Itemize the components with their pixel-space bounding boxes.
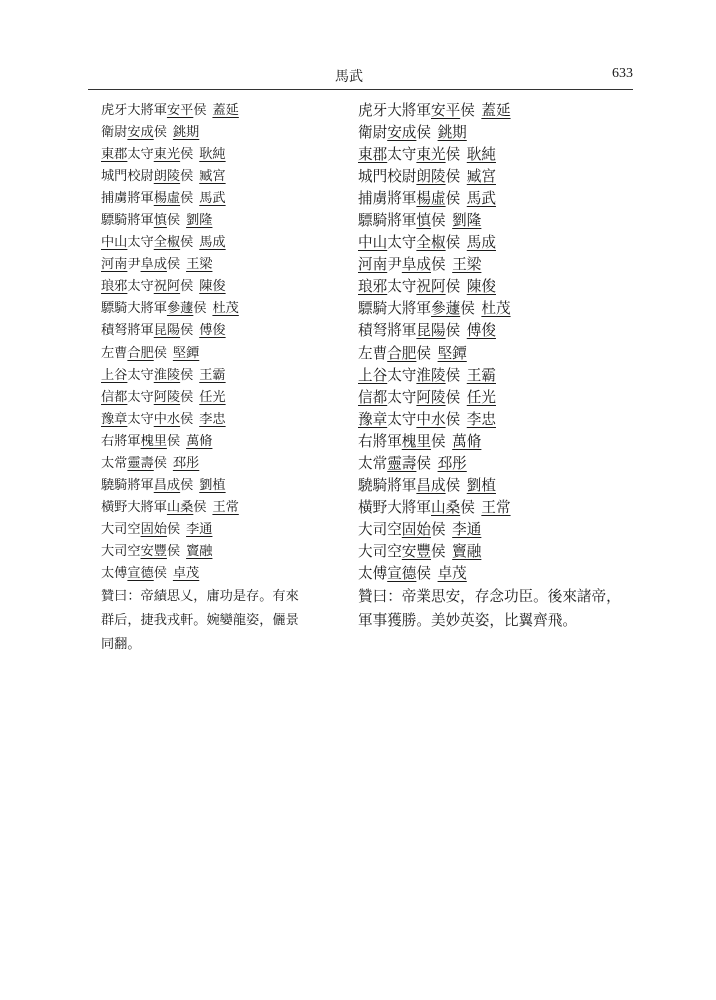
entry-name-underlined: 琅邪 (358, 278, 388, 296)
entry-name-underlined: 萬脩 (186, 433, 213, 449)
entry-text: 侯 (431, 542, 446, 560)
entry-name-underlined: 任光 (466, 388, 496, 406)
entry-text: 侯 (166, 257, 181, 273)
entry-text: 驃騎大將軍 (101, 301, 167, 317)
entry-line (101, 431, 239, 453)
entry-name-underlined: 劉植 (199, 477, 226, 493)
entry-name-underlined: 安成 (387, 124, 417, 142)
entry-text: 太守 (127, 279, 154, 295)
entry-name-underlined: 昆陽 (153, 323, 181, 339)
entry-text: 右將軍 (358, 432, 402, 450)
entry-text: 大司空 (358, 520, 402, 538)
entry-line (358, 144, 511, 166)
entry-text: 侯 (431, 256, 446, 274)
entry-text: 侯 (180, 367, 194, 383)
entry-text: 侯 (193, 301, 207, 317)
entry-line (358, 210, 511, 232)
entry-line (358, 431, 511, 453)
entry-text: 侯 (153, 125, 167, 141)
entry-name-underlined: 杜茂 (212, 301, 239, 317)
entry-name-underlined: 河南 (358, 256, 388, 274)
entry-name-underlined: 堅鐔 (437, 344, 467, 362)
entry-name-underlined: 槐里 (401, 432, 431, 450)
entry-name-underlined: 傅俊 (466, 322, 496, 340)
entry-text: 太守 (127, 235, 154, 251)
entry-name-underlined: 卓茂 (437, 564, 467, 582)
running-header (88, 66, 633, 88)
entry-line (358, 254, 511, 276)
header-rule (88, 89, 633, 90)
entry-text: 大司空 (101, 521, 141, 537)
entry-text: 尹 (127, 257, 141, 273)
entry-line (358, 409, 511, 431)
entry-line (358, 453, 511, 475)
entry-name-underlined: 東郡 (101, 147, 128, 163)
entry-line (101, 144, 239, 166)
entry-name-underlined: 阿陵 (416, 388, 446, 406)
entry-text: 太傅 (101, 565, 128, 581)
entry-name-underlined: 王常 (212, 499, 239, 515)
entry-name-underlined: 李通 (186, 521, 213, 537)
entry-text: 橫野大將軍 (101, 499, 167, 515)
entry-text: 侯 (460, 102, 475, 119)
entry-name-underlined: 銚期 (437, 124, 467, 142)
entry-text: 太守 (387, 366, 417, 384)
entry-text: 左曹 (358, 344, 388, 362)
entry-text: 侯 (180, 477, 194, 493)
entry-name-underlined: 竇融 (186, 543, 213, 559)
entry-name-underlined: 蓋延 (212, 103, 239, 118)
entry-line (101, 276, 239, 298)
entry-text: 太常 (101, 455, 128, 471)
entry-name-underlined: 李忠 (466, 410, 496, 428)
entry-name-underlined: 合肥 (127, 345, 154, 361)
entry-text: 衛尉 (101, 125, 128, 141)
entry-text: 衛尉 (358, 124, 388, 142)
entry-name-underlined: 楊虛 (416, 190, 446, 208)
entry-line (101, 188, 239, 210)
entry-name-underlined: 東光 (153, 147, 181, 163)
entry-text: 太守 (127, 411, 154, 427)
entry-text: 侯 (445, 410, 461, 428)
left-zan-text: 贊曰：帝績思乂，庸功是存。有來群后，捷我戎軒。婉孌龍姿，儷景同翻。 (101, 589, 299, 652)
entry-name-underlined: 阿陵 (153, 389, 181, 405)
header-title: 馬武 (335, 69, 363, 85)
entry-text: 太守 (127, 367, 154, 383)
entry-name-underlined: 河南 (101, 257, 128, 273)
entry-name-underlined: 馬成 (466, 234, 496, 252)
entry-text: 侯 (180, 389, 194, 405)
entry-line (358, 563, 511, 585)
entry-name-underlined: 中水 (416, 410, 446, 428)
entry-text: 侯 (445, 146, 461, 164)
entry-line (358, 276, 511, 298)
entry-text: 侯 (193, 103, 207, 118)
entry-text: 驍騎將軍 (101, 477, 154, 493)
entry-name-underlined: 安平 (430, 102, 461, 119)
entry-text: 右將軍 (101, 433, 141, 449)
entry-name-underlined: 中山 (358, 234, 388, 252)
entry-text: 侯 (180, 323, 194, 339)
entry-text: 侯 (416, 344, 432, 362)
entry-name-underlined: 全椒 (416, 234, 446, 252)
entry-line (358, 343, 511, 365)
entry-line (358, 298, 511, 320)
entry-line (101, 122, 239, 144)
entry-text: 侯 (180, 279, 194, 295)
entry-line (358, 166, 511, 188)
entry-name-underlined: 阜成 (140, 257, 167, 273)
entry-text: 積弩將軍 (101, 323, 154, 339)
right-column-entries (358, 100, 511, 585)
entry-name-underlined: 豫章 (358, 410, 388, 428)
entry-line (358, 188, 511, 210)
entry-name-underlined: 昌成 (153, 477, 181, 493)
entry-name-underlined: 馬武 (466, 190, 496, 208)
entry-name-underlined: 全椒 (153, 235, 181, 251)
entry-line (101, 343, 239, 365)
entry-line (358, 497, 511, 519)
entry-text: 侯 (166, 433, 181, 449)
entry-text: 捕虜將軍 (101, 191, 154, 207)
entry-text: 大司空 (358, 542, 402, 560)
entry-name-underlined: 楊虛 (153, 191, 181, 207)
entry-text: 侯 (416, 454, 432, 472)
entry-text: 侯 (180, 191, 194, 207)
entry-name-underlined: 山桑 (430, 498, 461, 516)
entry-name-underlined: 靈壽 (127, 455, 154, 471)
entry-line (101, 387, 239, 409)
entry-text: 侯 (180, 169, 194, 185)
entry-text: 侯 (460, 300, 475, 318)
entry-name-underlined: 任光 (199, 389, 226, 405)
entry-text: 侯 (445, 190, 461, 208)
entry-name-underlined: 慎 (153, 213, 167, 229)
entry-name-underlined: 萬脩 (452, 432, 482, 450)
entry-line (358, 387, 511, 409)
entry-name-underlined: 安平 (166, 103, 194, 118)
entry-name-underlined: 山桑 (166, 499, 194, 515)
entry-line (358, 122, 511, 144)
entry-line (101, 563, 239, 585)
entry-name-underlined: 王霸 (199, 367, 226, 383)
entry-text: 太守 (127, 147, 154, 163)
entry-text: 太傅 (358, 564, 388, 582)
entry-name-underlined: 耿純 (466, 146, 496, 164)
entry-text: 侯 (460, 498, 475, 516)
entry-name-underlined: 邳彤 (172, 455, 200, 471)
entry-line (101, 453, 239, 475)
entry-text: 侯 (193, 499, 207, 515)
entry-name-underlined: 銚期 (172, 125, 200, 141)
entry-line (101, 166, 239, 188)
left-column-entries (101, 100, 239, 585)
entry-line (101, 100, 239, 122)
entry-line (101, 497, 239, 519)
entry-name-underlined: 東郡 (358, 146, 388, 164)
entry-text: 太守 (387, 146, 417, 164)
entry-name-underlined: 上谷 (358, 366, 388, 384)
entry-text: 驃騎將軍 (101, 213, 154, 229)
entry-name-underlined: 合肥 (387, 344, 417, 362)
entry-name-underlined: 固始 (140, 521, 167, 537)
page-number: 633 (612, 66, 633, 81)
entry-name-underlined: 祝阿 (153, 279, 181, 295)
entry-line (101, 475, 239, 497)
entry-text: 侯 (153, 565, 167, 581)
entry-name-underlined: 信都 (358, 388, 388, 406)
entry-text: 侯 (416, 564, 432, 582)
entry-text: 侯 (445, 388, 461, 406)
entry-name-underlined: 上谷 (101, 367, 128, 383)
entry-text: 城門校尉 (358, 168, 417, 186)
entry-name-underlined: 淮陵 (153, 367, 181, 383)
entry-text: 侯 (180, 235, 194, 251)
entry-name-underlined: 劉隆 (186, 213, 213, 229)
entry-name-underlined: 東光 (416, 146, 446, 164)
entry-name-underlined: 槐里 (140, 433, 167, 449)
entry-name-underlined: 傅俊 (199, 323, 226, 339)
entry-text: 侯 (431, 520, 446, 538)
right-zan-text: 贊曰：帝業思安，存念功臣。後來諸帝，軍事獲勝。美妙英姿，比翼齊飛。 (358, 588, 621, 629)
entry-name-underlined: 堅鐔 (172, 345, 200, 361)
entry-name-underlined: 固始 (401, 520, 431, 538)
entry-name-underlined: 淮陵 (416, 366, 446, 384)
entry-name-underlined: 安豐 (401, 542, 431, 560)
entry-name-underlined: 陳俊 (466, 278, 496, 296)
entry-text: 太常 (358, 454, 388, 472)
entry-text: 驃騎大將軍 (358, 300, 431, 318)
entry-text: 侯 (431, 432, 446, 450)
entry-text: 侯 (445, 476, 461, 494)
entry-name-underlined: 邳彤 (437, 454, 467, 472)
entry-text: 橫野大將軍 (358, 498, 431, 516)
entry-text: 侯 (416, 124, 432, 142)
entry-text: 侯 (445, 366, 461, 384)
entry-name-underlined: 王霸 (466, 366, 496, 384)
entry-line (101, 365, 239, 387)
entry-text: 積弩將軍 (358, 322, 417, 340)
entry-name-underlined: 參蘧 (166, 301, 194, 317)
entry-name-underlined: 豫章 (101, 411, 128, 427)
entry-line (101, 298, 239, 320)
entry-name-underlined: 王常 (481, 498, 511, 516)
entry-name-underlined: 中山 (101, 235, 128, 251)
entry-line (101, 210, 239, 232)
entry-line (101, 409, 239, 431)
entry-line (358, 519, 511, 541)
entry-text: 驍騎將軍 (358, 476, 417, 494)
entry-text: 虎牙大將軍 (101, 103, 167, 118)
entry-text: 侯 (166, 543, 181, 559)
entry-name-underlined: 李忠 (199, 411, 226, 427)
entry-text: 侯 (180, 147, 194, 163)
entry-text: 驃騎將軍 (358, 212, 417, 230)
entry-line (358, 100, 511, 122)
entry-name-underlined: 王梁 (186, 257, 213, 273)
entry-text: 城門校尉 (101, 169, 154, 185)
entry-text: 侯 (166, 521, 181, 537)
entry-name-underlined: 參蘧 (430, 300, 461, 318)
entry-text: 侯 (445, 322, 461, 340)
entry-name-underlined: 宣德 (387, 564, 417, 582)
entry-text: 太守 (387, 388, 417, 406)
entry-name-underlined: 中水 (153, 411, 181, 427)
entry-text: 侯 (180, 411, 194, 427)
entry-name-underlined: 耿純 (199, 147, 226, 163)
entry-name-underlined: 朗陵 (153, 169, 181, 185)
entry-name-underlined: 李通 (452, 520, 482, 538)
entry-name-underlined: 靈壽 (387, 454, 417, 472)
entry-name-underlined: 杜茂 (481, 300, 511, 318)
entry-name-underlined: 陳俊 (199, 279, 226, 295)
entry-text: 大司空 (101, 543, 141, 559)
entry-text: 太守 (387, 410, 417, 428)
entry-name-underlined: 劉隆 (452, 212, 482, 230)
entry-name-underlined: 竇融 (452, 542, 482, 560)
entry-name-underlined: 馬成 (199, 235, 226, 251)
entry-name-underlined: 昆陽 (416, 322, 446, 340)
entry-name-underlined: 慎 (416, 212, 431, 230)
entry-line (101, 519, 239, 541)
entry-text: 左曹 (101, 345, 128, 361)
entry-text: 捕虜將軍 (358, 190, 417, 208)
entry-text: 侯 (445, 168, 461, 186)
entry-text: 侯 (431, 212, 446, 230)
entry-name-underlined: 琅邪 (101, 279, 128, 295)
entry-name-underlined: 阜成 (401, 256, 432, 274)
entry-line (358, 232, 511, 254)
entry-name-underlined: 臧宮 (466, 168, 496, 186)
entry-text: 尹 (387, 256, 402, 274)
entry-name-underlined: 卓茂 (172, 565, 200, 581)
entry-name-underlined: 安成 (127, 125, 154, 141)
entry-text: 侯 (153, 455, 167, 471)
entry-name-underlined: 昌成 (416, 476, 446, 494)
entry-text: 侯 (166, 213, 181, 229)
entry-name-underlined: 朗陵 (416, 168, 446, 186)
entry-text: 太守 (127, 389, 154, 405)
entry-name-underlined: 王梁 (452, 256, 482, 274)
entry-line (358, 365, 511, 387)
entry-line (358, 541, 511, 563)
entry-line (101, 254, 239, 276)
entry-text: 侯 (153, 345, 167, 361)
entry-line (358, 475, 511, 497)
entry-line (101, 232, 239, 254)
entry-name-underlined: 信都 (101, 389, 128, 405)
entry-name-underlined: 祝阿 (416, 278, 446, 296)
entry-text: 太守 (387, 234, 417, 252)
entry-text: 太守 (387, 278, 417, 296)
entry-text: 虎牙大將軍 (358, 102, 431, 119)
entry-line (101, 541, 239, 563)
entry-name-underlined: 臧宮 (199, 169, 226, 185)
entry-name-underlined: 安豐 (140, 543, 167, 559)
entry-name-underlined: 蓋延 (481, 102, 511, 119)
entry-name-underlined: 馬武 (199, 191, 226, 207)
entry-text: 侯 (445, 234, 461, 252)
entry-name-underlined: 宣德 (127, 565, 154, 581)
entry-text: 侯 (445, 278, 461, 296)
entry-line (101, 320, 239, 342)
entry-line (358, 320, 511, 342)
entry-name-underlined: 劉植 (466, 476, 496, 494)
